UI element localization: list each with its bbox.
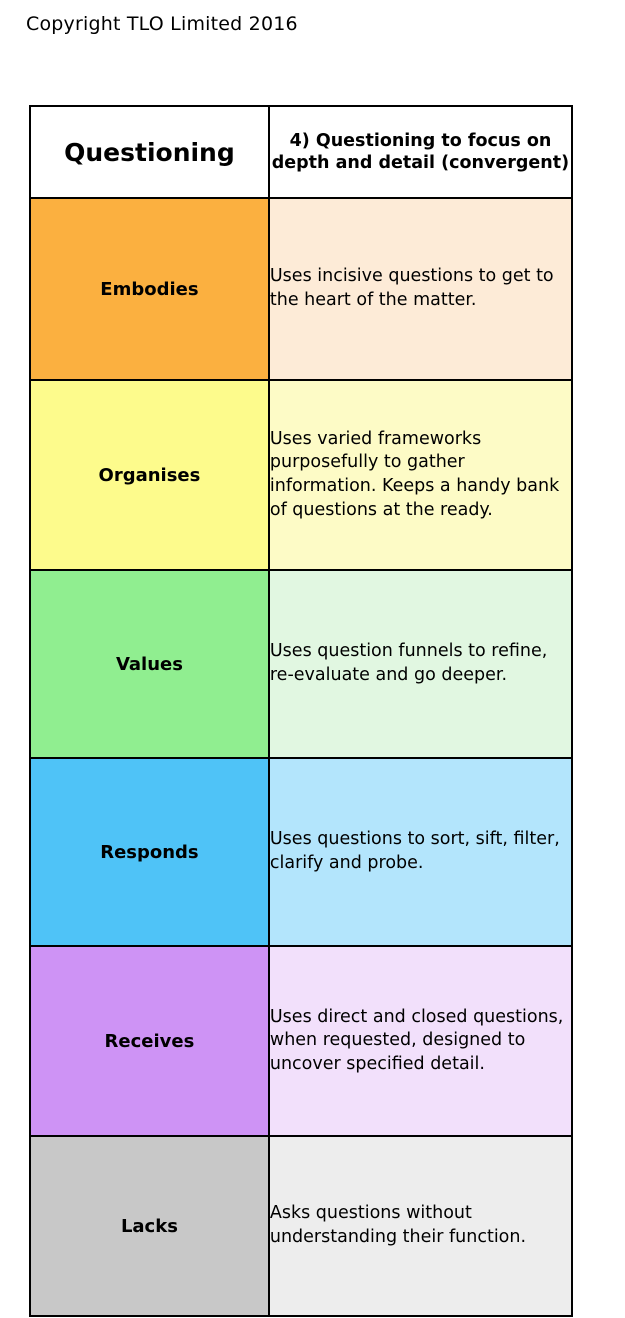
row-label-embodies: Embodies: [30, 198, 269, 380]
row-label-receives: Receives: [30, 946, 269, 1136]
table-row: [30, 380, 572, 570]
row-label-organises: Organises: [30, 380, 269, 570]
row-description-values: Uses question funnels to refine, re-evaluate and go deeper.: [269, 570, 572, 758]
row-label-responds: Responds: [30, 758, 269, 946]
table-header-row: [30, 106, 572, 198]
copyright-notice: Copyright TLO Limited 2016: [26, 13, 298, 35]
row-description-organises: Uses varied frameworks purposefully to gather information. Keeps a handy bank of questions at the ready.: [269, 380, 572, 570]
row-label-values: Values: [30, 570, 269, 758]
row-label-lacks: Lacks: [30, 1136, 269, 1316]
table-row: [30, 1136, 572, 1316]
table-row: [30, 198, 572, 380]
table-row: [30, 946, 572, 1136]
questioning-matrix-table: [29, 105, 573, 1317]
row-description-lacks: Asks questions without understanding their function.: [269, 1136, 572, 1316]
row-description-receives: Uses direct and closed questions, when requested, designed to uncover specified detail.: [269, 946, 572, 1136]
row-description-responds: Uses questions to sort, sift, filter, clarify and probe.: [269, 758, 572, 946]
row-description-embodies: Uses incisive questions to get to the heart of the matter.: [269, 198, 572, 380]
table-row: [30, 570, 572, 758]
header-cell-description: 4) Questioning to focus on depth and detail (convergent): [269, 106, 572, 198]
table-row: [30, 758, 572, 946]
header-cell-questioning: Questioning: [30, 106, 269, 198]
